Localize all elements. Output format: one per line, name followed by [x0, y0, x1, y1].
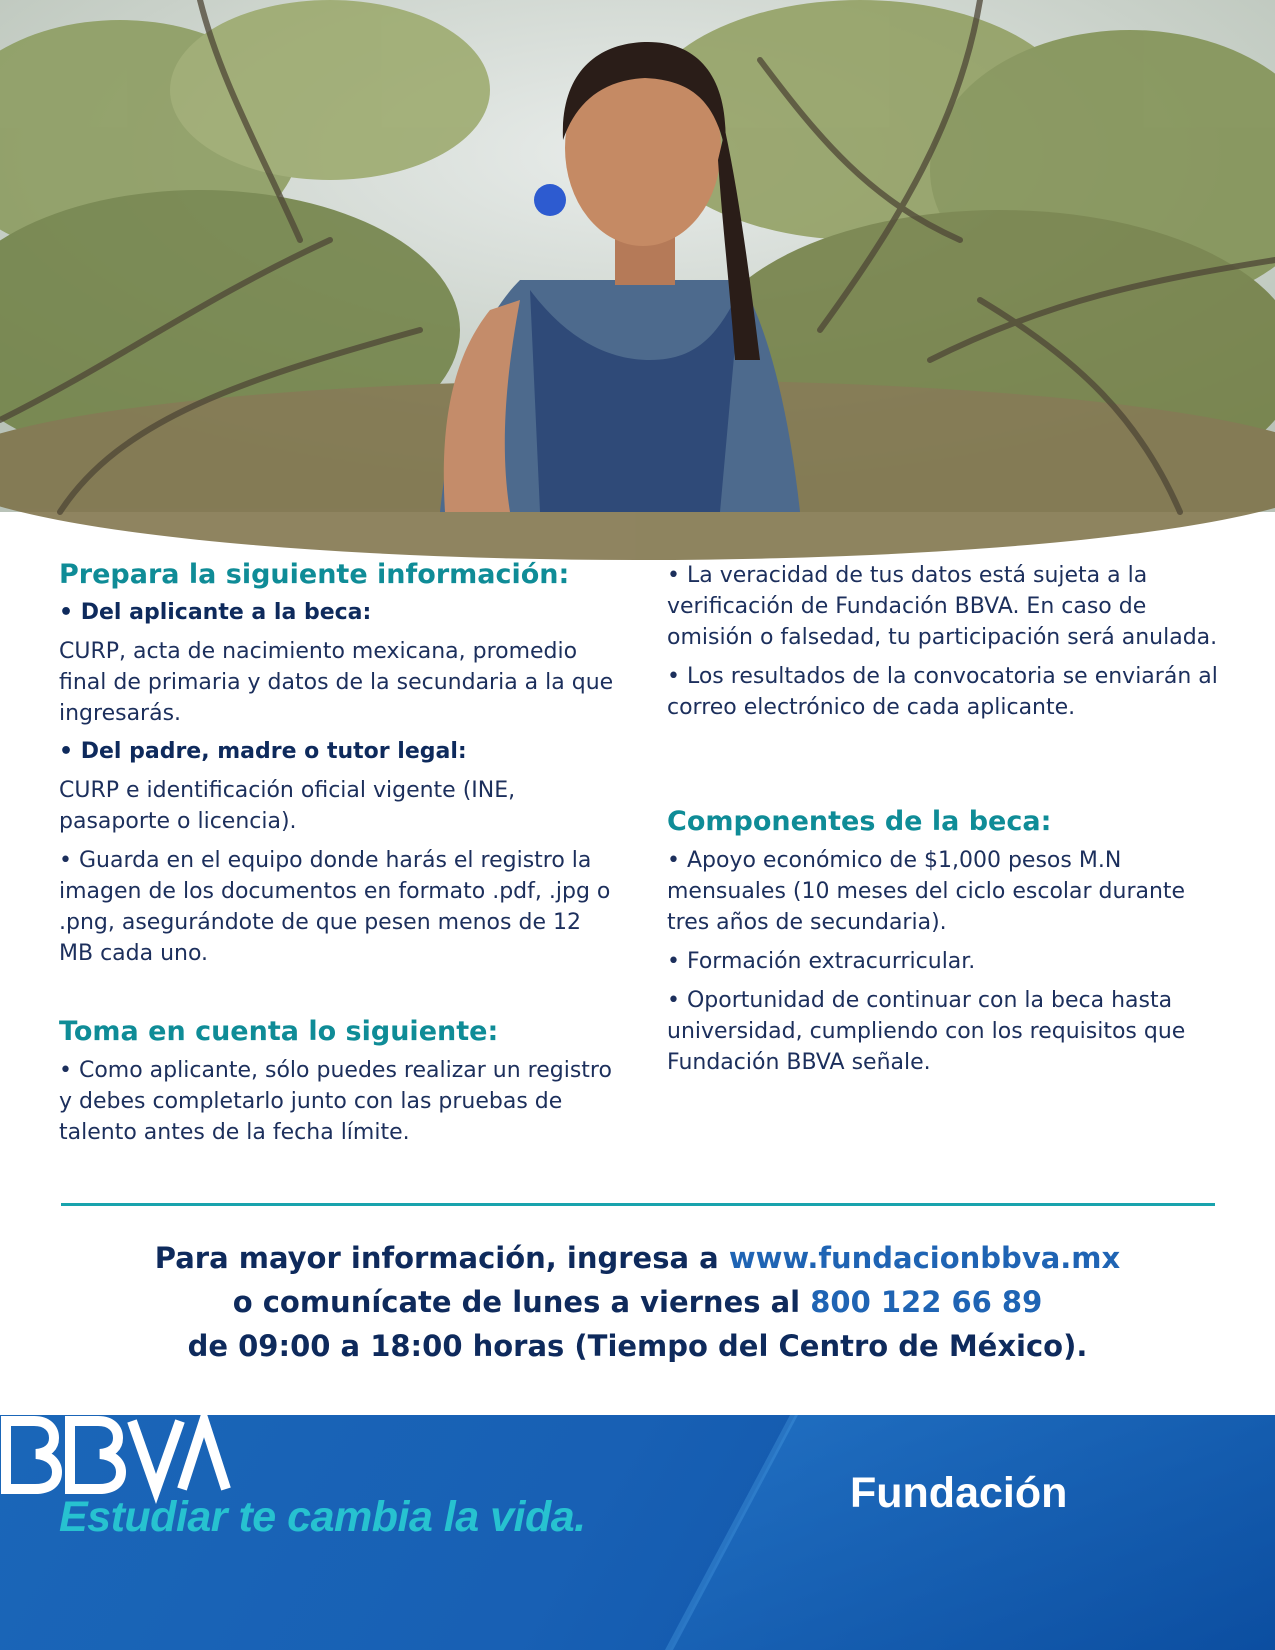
bbva-logo: [0, 1400, 232, 1495]
logo-fundacion-text: Fundación: [850, 1469, 1068, 1517]
right-column-top: [667, 560, 1227, 731]
results-text: • Los resultados de la convocatoria se enviarán al correo electrónico de cada aplicante.: [667, 664, 1218, 720]
phone-number[interactable]: 800 122 66 89: [810, 1285, 1043, 1319]
contact-line-2: [0, 1280, 1275, 1324]
heading-prepare: Prepara la siguiente información:: [59, 559, 570, 590]
component-item: • Apoyo económico de $1,000 pesos M.N mensuales (10 meses del ciclo escolar durante tres años de secundaria).: [667, 848, 1186, 935]
hero-photo-illustration: [0, 0, 1275, 512]
veracity-text: • La veracidad de tus datos está sujeta a la verificación de Fundación BBVA. En caso de omisión o falsedad, tu participación será anulada.: [667, 563, 1218, 650]
left-column: [59, 558, 619, 1156]
applicant-label: • Del aplicante a la beca:: [59, 600, 372, 625]
contact-line-1: [0, 1236, 1275, 1280]
contact-line-2-prefix: o comunícate de lunes a viernes al: [232, 1285, 811, 1319]
guardian-text: CURP e identificación oficial vigente (INE, pasaporte o licencia).: [59, 778, 516, 834]
right-column-bottom: [667, 805, 1227, 1086]
component-item: • Formación extracurricular.: [667, 949, 976, 974]
contact-block: [0, 1236, 1275, 1368]
applicant-text: CURP, acta de nacimiento mexicana, promedio final de primaria y datos de la secundaria a la que ingresarás.: [59, 639, 614, 726]
hero-photo: [0, 0, 1275, 512]
bbva-logo-text: BBVA: [0, 1400, 43, 1419]
save-docs-text: • Guarda en el equipo donde harás el registro la imagen de los documentos en formato .pdf, .jpg o .png, asegurándote de que pesen menos de 12 MB cada uno.: [59, 848, 611, 966]
contact-line-1-prefix: Para mayor información, ingresa a: [154, 1241, 729, 1275]
contact-line-3: de 09:00 a 18:00 horas (Tiempo del Centro de México).: [187, 1329, 1088, 1363]
heading-consider: Toma en cuenta lo siguiente:: [59, 1016, 499, 1047]
section-divider: [61, 1203, 1215, 1206]
slogan: Estudiar te cambia la vida.: [59, 1493, 586, 1541]
website-link[interactable]: www.fundacionbbva.mx: [728, 1241, 1121, 1275]
footer-banner: [0, 1400, 1275, 1650]
heading-components: Componentes de la beca:: [667, 806, 1052, 837]
register-text: • Como aplicante, sólo puedes realizar un registro y debes completarlo junto con las pruebas de talento antes de la fecha límite.: [59, 1058, 612, 1145]
component-item: • Oportunidad de continuar con la beca hasta universidad, cumpliendo con los requisitos que Fundación BBVA señale.: [667, 988, 1186, 1075]
guardian-label: • Del padre, madre o tutor legal:: [59, 739, 467, 764]
